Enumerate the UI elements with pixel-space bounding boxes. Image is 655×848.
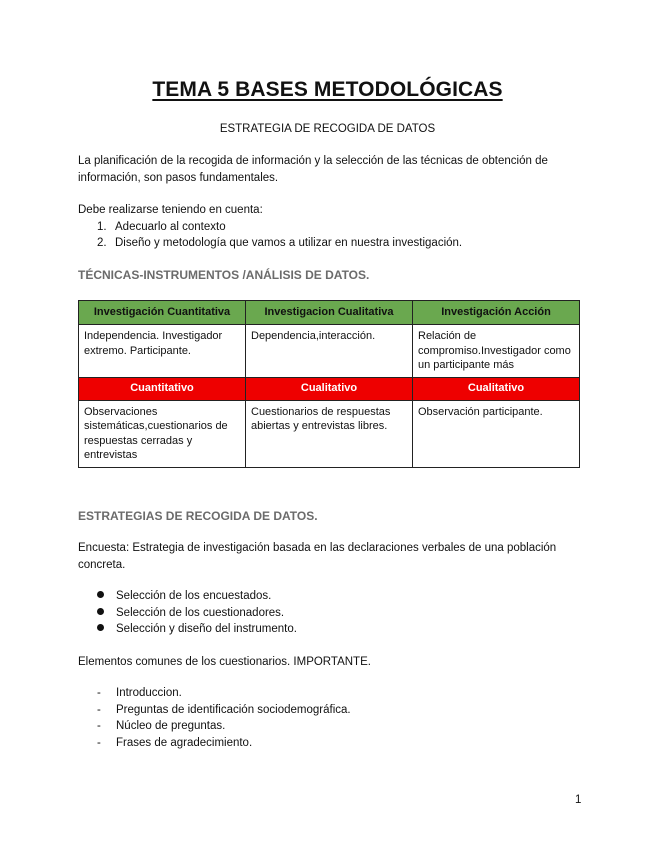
consider-intro: Debe realizarse teniendo en cuenta:	[78, 204, 263, 216]
dash-marker: -	[97, 703, 101, 716]
list-item-text: Selección y diseño del instrumento.	[116, 623, 297, 635]
list-item-text: Diseño y metodología que vamos a utilizar en nuestra investigación.	[115, 237, 463, 249]
page-number: 1	[575, 794, 582, 806]
list-item-text: Preguntas de identificación sociodemográfica.	[116, 703, 351, 716]
list-item-text: Selección de los cuestionadores.	[116, 606, 285, 619]
table-cell: Independencia. Investigador extremo. Participante.	[79, 325, 246, 378]
list-item	[97, 685, 351, 702]
list-item	[97, 702, 351, 719]
list-number: 1.	[97, 221, 107, 233]
table-header-cell: Cualitativo	[413, 377, 580, 400]
list-item	[97, 735, 351, 752]
table-cell: Cuestionarios de respuestas abiertas y entrevistas libres.	[246, 400, 413, 467]
common-elements-intro: Elementos comunes de los cuestionarios. IMPORTANTE.	[78, 656, 371, 668]
dash-marker: -	[97, 736, 101, 749]
list-item	[97, 588, 297, 605]
table-cell: Dependencia,interacción.	[246, 325, 413, 378]
survey-paragraph: Encuesta: Estrategia de investigación basada en las declaraciones verbales de una población concreta.	[78, 542, 557, 571]
table-header-cell: Investigacion Cualitativa	[246, 301, 413, 325]
intro-paragraph: La planificación de la recogida de información y la selección de las técnicas de obtención de información, son pasos fundamentales.	[78, 155, 548, 184]
table-row	[79, 325, 580, 378]
dash-marker: -	[97, 687, 101, 699]
table-header-cell: Cualitativo	[246, 377, 413, 400]
list-item-text: Introduccion.	[116, 687, 182, 699]
dash-marker: -	[97, 720, 101, 732]
list-item	[97, 235, 577, 251]
table-row	[79, 400, 580, 467]
bullet-icon	[97, 624, 104, 631]
table-cell: Observación participante.	[413, 400, 580, 467]
table-header-cell: Cuantitativo	[79, 377, 246, 400]
table-header-cell: Investigación Acción	[413, 301, 580, 325]
table-header-row-red	[79, 377, 580, 400]
table-header-cell: Investigación Cuantitativa	[79, 301, 246, 325]
techniques-table	[78, 300, 580, 468]
consider-list	[97, 219, 577, 251]
list-item	[97, 219, 577, 235]
table-header-row-green	[79, 301, 580, 325]
bullet-icon	[97, 591, 104, 598]
list-item	[97, 605, 297, 622]
document-title: TEMA 5 BASES METODOLÓGICAS	[152, 78, 503, 101]
list-item	[97, 718, 351, 735]
list-item-text: Adecuarlo al contexto	[115, 221, 226, 233]
document-subtitle: ESTRATEGIA DE RECOGIDA DE DATOS	[219, 123, 436, 135]
section-heading-techniques: TÉCNICAS-INSTRUMENTOS /ANÁLISIS DE DATOS.	[78, 268, 370, 282]
common-elements-list	[97, 685, 351, 751]
table-cell: Relación de compromiso.Investigador como un participante más	[413, 325, 580, 378]
list-item-text: Frases de agradecimiento.	[116, 736, 253, 749]
section-heading-strategies: ESTRATEGIAS DE RECOGIDA DE DATOS.	[78, 509, 318, 523]
survey-bullet-list	[97, 588, 297, 638]
table-cell: Observaciones sistemáticas,cuestionarios de respuestas cerradas y entrevistas	[79, 400, 246, 467]
list-number: 2.	[97, 237, 107, 249]
list-item-text: Selección de los encuestados.	[116, 590, 272, 602]
list-item-text: Núcleo de preguntas.	[116, 720, 226, 732]
list-item	[97, 621, 297, 638]
bullet-icon	[97, 608, 104, 615]
